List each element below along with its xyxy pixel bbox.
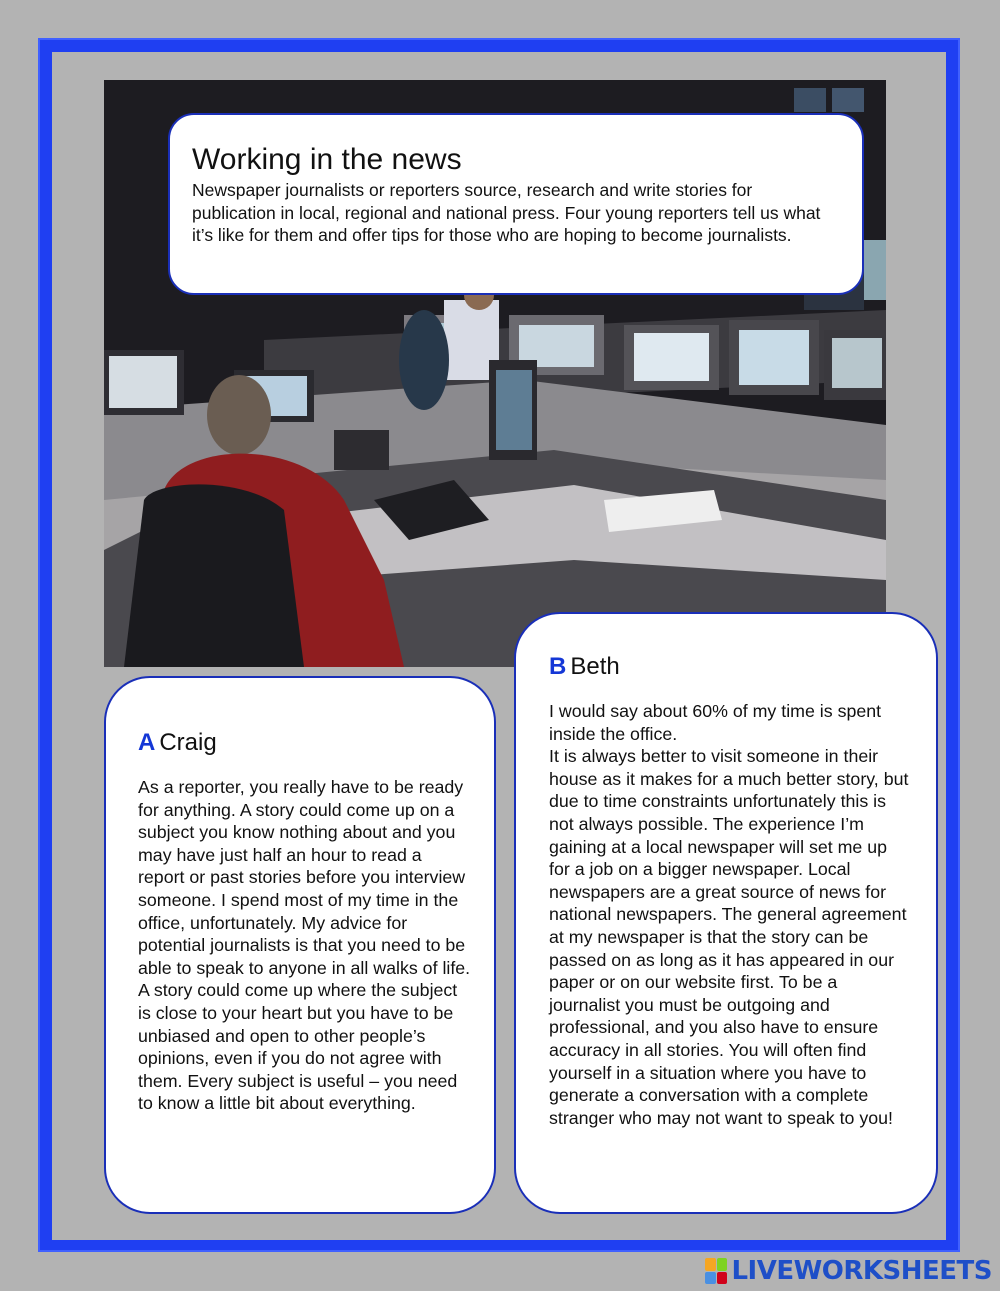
- intro-text: Newspaper journalists or reporters source, research and write stories for publication in local, regional and national press. Four young reporters tell us what it’s like for them and offer tips for those who are hoping to become journalists.: [192, 180, 821, 245]
- craig-heading: [138, 728, 472, 758]
- craig-letter: A: [138, 729, 156, 756]
- craig-card: [104, 676, 496, 1214]
- beth-heading: [549, 652, 910, 682]
- beth-name: Beth: [570, 653, 620, 680]
- brand-logo: [705, 1255, 992, 1287]
- page-title: Working in the news: [192, 143, 462, 176]
- beth-card: [514, 612, 938, 1214]
- craig-text: As a reporter, you really have to be ready for anything. A story could come up on a subject you know nothing about and you may have just half an hour to read a report or past stories before you interview someone. I spend most of my time in the office, unfortunately. My advice for potential journalists is that you need to be able to speak to anyone in all walks of life. A story could come up where the subject is close to your heart but you have to be unbiased and open to other people’s opinions, even if you do not agree with them. Every subject is useful – you need to know a little bit about everything.: [138, 777, 471, 1114]
- brand-name: LIVEWORKSHEETS: [731, 1256, 992, 1286]
- craig-name: Craig: [159, 729, 217, 756]
- brand-logo-icon: [705, 1258, 727, 1284]
- intro-box: [168, 113, 864, 295]
- beth-letter: B: [549, 653, 567, 680]
- beth-text: I would say about 60% of my time is spent inside the office. It is always better to visit someone in their house as it makes for a much better story, but due to time constraints unfortunately this is not always possible. The experience I’m gaining at a local newspaper will set me up for a job on a bigger newspaper. Local newspapers are a great source of news for national newspapers. The general agreement at my newspaper is that the story can be passed on as long as it has appeared in our paper or on our website first. To be a journalist you must be outgoing and professional, and you also have to ensure accuracy in all stories. You will often find yourself in a situation where you have to generate a conversation with a complete stranger who may not want to speak to you!: [549, 701, 909, 1128]
